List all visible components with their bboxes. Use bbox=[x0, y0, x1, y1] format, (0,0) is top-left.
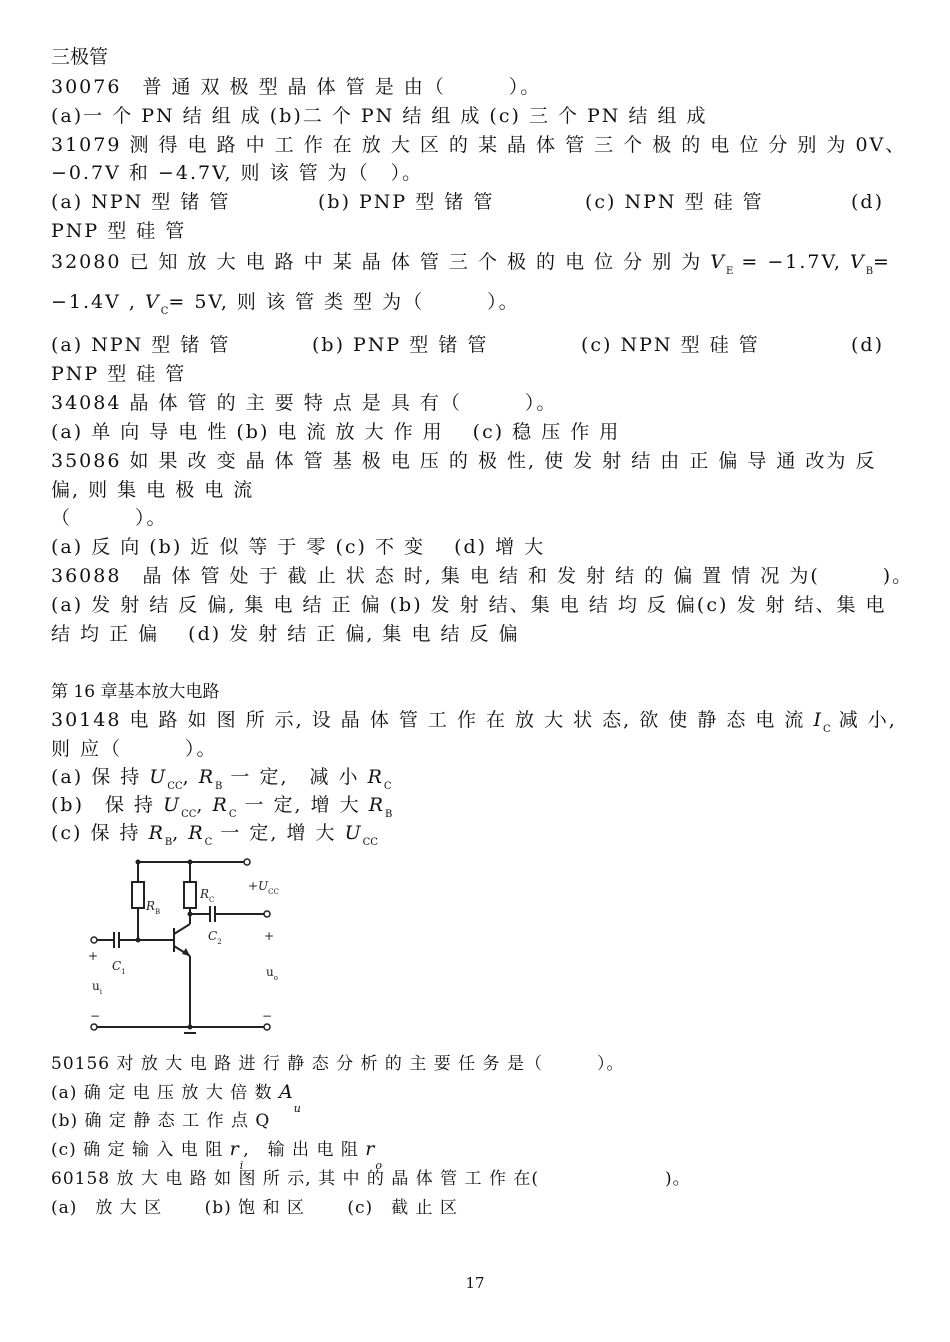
question-32080-option-b: (b) PNP 型 锗 管 bbox=[312, 334, 489, 356]
question-35086-stem-cont: 偏, 则 集 电 极 电 流 bbox=[51, 479, 255, 501]
question-50156-option-c: (c) 确 定 输 入 电 阻 $r_i$, 输 出 电 阻 $r_o$ bbox=[51, 1138, 382, 1172]
output-minus: − bbox=[262, 1009, 273, 1023]
ucc-label: $+U_{CC}$ bbox=[248, 879, 279, 896]
question-34084-options: (a) 单 向 导 电 性 (b) 电 流 放 大 作 用 (c) 稳 压 作 用 bbox=[51, 421, 621, 443]
page-number: 17 bbox=[465, 1274, 485, 1292]
question-30148-stem: 30148 电 路 如 图 所 示, 设 晶 体 管 工 作 在 放 大 状 态, 欲 使 静 态 电 流 $I_C$ 减 小, bbox=[51, 709, 897, 735]
uo-label: $u_o$ bbox=[266, 965, 278, 982]
question-34084-stem: 34084 晶 体 管 的 主 要 特 点 是 具 有（ ）。 bbox=[51, 392, 558, 414]
question-36088-options-cont: 结 均 正 偏 (d) 发 射 结 正 偏, 集 电 结 反 偏 bbox=[51, 623, 520, 645]
question-30148-option-c: (c) 保 持 $R_B$, $R_C$ 一 定, 增 大 $U_{CC}$ bbox=[51, 822, 378, 848]
question-36088-options: (a) 发 射 结 反 偏, 集 电 结 正 偏 (b) 发 射 结、集 电 结 均 反 偏(c) 发 射 结、集 电 bbox=[51, 594, 887, 616]
c1-label: $C_1$ bbox=[112, 959, 126, 976]
question-60158-options: (a) 放 大 区 (b) 饱 和 区 (c) 截 止 区 bbox=[51, 1198, 458, 1218]
input-plus: + bbox=[88, 949, 99, 963]
question-32080-option-c: (c) NPN 型 硅 管 bbox=[581, 334, 760, 356]
question-32080-option-d-cont: PNP 型 硅 管 bbox=[51, 363, 187, 385]
question-50156-stem: 50156 对 放 大 电 路 进 行 静 态 分 析 的 主 要 任 务 是（ ）。 bbox=[51, 1054, 625, 1074]
amplifier-circuit-diagram bbox=[80, 852, 300, 1042]
question-30148-stem-cont: 则 应（ ）。 bbox=[51, 738, 218, 760]
question-30076-options: (a)一 个 PN 结 组 成 (b)二 个 PN 结 组 成 (c) 三 个 PN 结 组 成 bbox=[51, 105, 708, 127]
question-31079-stem-cont: −0.7V 和 −4.7V, 则 该 管 为（ ）。 bbox=[51, 162, 424, 184]
question-32080-option-a: (a) NPN 型 锗 管 bbox=[51, 334, 231, 356]
output-plus: + bbox=[264, 929, 275, 943]
question-31079-option-d: (d) bbox=[851, 191, 884, 213]
input-minus: − bbox=[90, 1009, 101, 1023]
question-35086-stem: 35086 如 果 改 变 晶 体 管 基 极 电 压 的 极 性, 使 发 射 结 由 正 偏 导 通 改为 反 bbox=[51, 450, 877, 472]
question-60158-stem: 60158 放 大 电 路 如 图 所 示, 其 中 的 晶 体 管 工 作 在( )。 bbox=[51, 1169, 691, 1189]
chapter-title: 第 16 章基本放大电路 bbox=[51, 682, 220, 702]
question-31079-option-b: (b) PNP 型 锗 管 bbox=[318, 191, 495, 213]
question-50156-option-a: (a) 确 定 电 压 放 大 倍 数 $A_u$ bbox=[51, 1081, 301, 1115]
question-30148-option-b: (b) 保 持 $U_{CC}$, $R_C$ 一 定, 增 大 $R_B$ bbox=[51, 794, 393, 820]
question-35086-options: (a) 反 向 (b) 近 似 等 于 零 (c) 不 变 (d) 增 大 bbox=[51, 536, 546, 558]
question-32080-stem-cont: −1.4V , $V_C= 5V$, 则 该 管 类 型 为（ ）。 bbox=[51, 291, 520, 317]
question-30076-stem: 30076 普 通 双 极 型 晶 体 管 是 由（ ）。 bbox=[51, 76, 542, 98]
question-32080-stem: 32080 已 知 放 大 电 路 中 某 晶 体 管 三 个 极 的 电 位 分 别 为 $V_E = -1.7V$, $V_B=$ bbox=[51, 251, 891, 277]
rb-label: $R_B$ bbox=[146, 899, 161, 916]
question-35086-blank: （ ）。 bbox=[51, 507, 168, 529]
question-32080-option-d: (d) bbox=[851, 334, 884, 356]
rc-label: $R_C$ bbox=[200, 887, 215, 904]
question-31079-option-c: (c) NPN 型 硅 管 bbox=[585, 191, 764, 213]
question-36088-stem: 36088 晶 体 管 处 于 截 止 状 态 时, 集 电 结 和 发 射 结 的 偏 置 情 况 为( )。 bbox=[51, 565, 914, 587]
section-title: 三极管 bbox=[51, 46, 109, 68]
question-31079-stem: 31079 测 得 电 路 中 工 作 在 放 大 区 的 某 晶 体 管 三 个 极 的 电 位 分 别 为 0V、 bbox=[51, 134, 907, 156]
question-30148-option-a: (a) 保 持 $U_{CC}$, $R_B$ 一 定, 减 小 $R_C$ bbox=[51, 766, 392, 792]
c2-label: $C_2$ bbox=[208, 929, 222, 946]
ui-label: $u_i$ bbox=[92, 979, 102, 996]
question-31079-option-a: (a) NPN 型 锗 管 bbox=[51, 191, 231, 213]
question-50156-option-b: (b) 确 定 静 态 工 作 点 Q bbox=[51, 1111, 271, 1131]
question-31079-option-d-cont: PNP 型 硅 管 bbox=[51, 220, 187, 242]
